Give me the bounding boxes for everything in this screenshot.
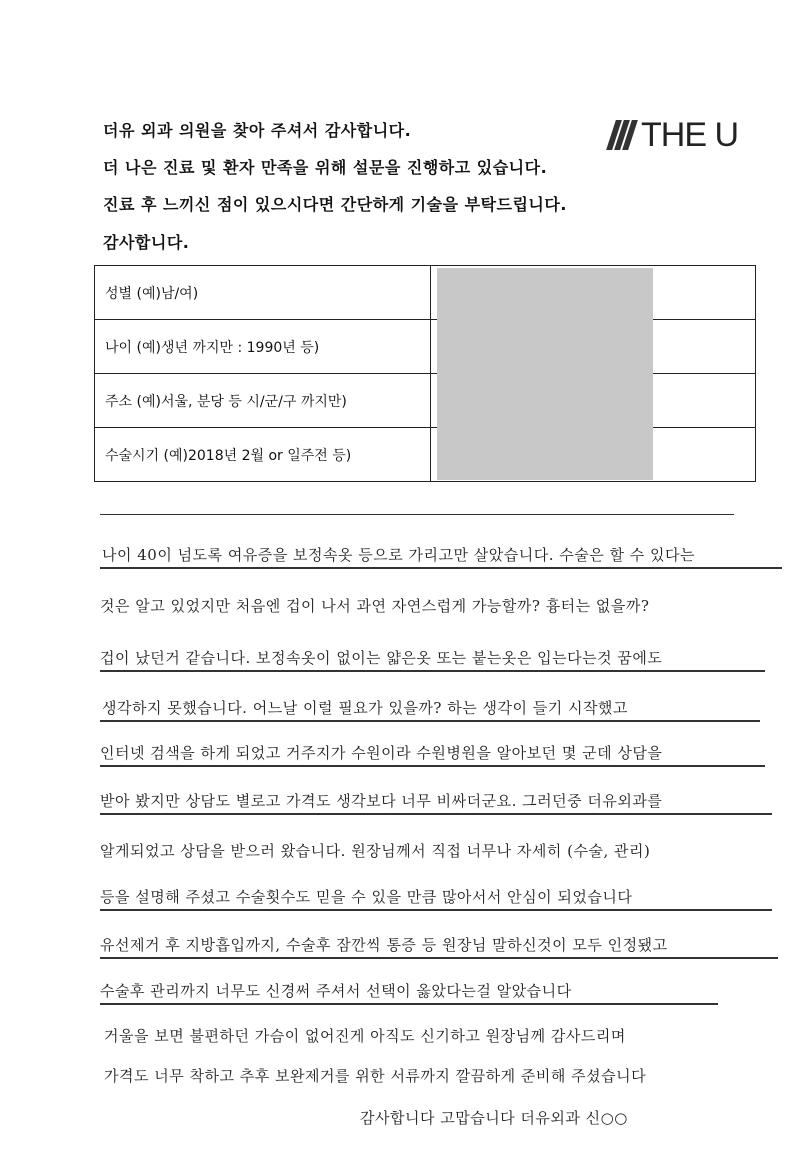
review-line-11: 거울을 보면 불편하던 가슴이 없어진게 아직도 신기하고 원장님께 감사드리며	[104, 1027, 626, 1045]
intro-line-4: 감사합니다.	[103, 233, 190, 252]
address-label: 주소 (예)서울, 분당 등 시/군/구 까지만)	[95, 374, 431, 428]
logo-mark-icon	[607, 120, 635, 150]
review-signature-line: 감사합니다 고맙습니다 더유외과 신○○	[360, 1109, 628, 1127]
review-underline-10	[100, 1003, 718, 1005]
review-line-1: 나이 40이 넘도록 여유증을 보정속옷 등으로 가리고만 살았습니다. 수술은 할 수 있다는	[102, 546, 695, 564]
intro-line-1: 더유 외과 의원을 찾아 주셔서 감사합니다.	[103, 121, 412, 140]
surgery-date-label: 수술시기 (예)2018년 2월 or 일주전 등)	[95, 428, 431, 482]
review-line-12: 가격도 너무 착하고 추후 보완제거를 위한 서류까지 깔끔하게 준비해 주셨습니다	[104, 1067, 647, 1085]
review-line-5: 인터넷 검색을 하게 되었고 거주지가 수원이라 수원병원을 알아보던 몇 군데 상담을	[100, 744, 663, 762]
gender-label: 성별 (예)남/여)	[95, 266, 431, 320]
age-label: 나이 (예)생년 까지만 : 1990년 등)	[95, 320, 431, 374]
survey-form-table	[94, 265, 756, 482]
gender-row	[95, 266, 756, 320]
intro-line-3: 진료 후 느끼신 점이 있으시다면 간단하게 기술을 부탁드립니다.	[103, 195, 567, 214]
review-line-6: 받아 봤지만 상담도 별로고 가격도 생각보다 너무 비싸더군요. 그러던중 더유외과를	[100, 792, 663, 810]
age-row	[95, 320, 756, 374]
review-underline-4	[100, 720, 760, 722]
redaction-box	[437, 268, 653, 480]
review-line-10: 수술후 관리까지 너무도 신경써 주셔서 선택이 옳았다는걸 알았습니다	[100, 982, 572, 1000]
surgery-date-row	[95, 428, 756, 482]
review-line-9: 유선제거 후 지방흡입까지, 수술후 잠깐씩 통증 등 원장님 말하신것이 모두 인정됐고	[100, 936, 668, 954]
review-underline-8	[100, 909, 772, 911]
intro-line-2: 더 나은 진료 및 환자 만족을 위해 설문을 진행하고 있습니다.	[103, 158, 548, 177]
review-line-8: 등을 설명해 주셨고 수술횟수도 믿을 수 있을 만큼 많아서서 안심이 되었습니다	[100, 888, 633, 906]
review-line-7: 알게되었고 상담을 받으러 왔습니다. 원장님께서 직접 너무나 자세히 (수술, 관리)	[100, 842, 651, 860]
review-line-4: 생각하지 못했습니다. 어느날 이럴 필요가 있을까? 하는 생각이 들기 시작했고	[102, 699, 628, 717]
address-row	[95, 374, 756, 428]
clinic-logo	[607, 116, 738, 154]
review-line-3: 겁이 났던거 같습니다. 보정속옷이 없이는 얇은옷 또는 붙는옷은 입는다는것 꿈에도	[100, 649, 663, 667]
review-underline-9	[100, 957, 778, 959]
review-underline-5	[100, 765, 765, 767]
review-underline-1	[100, 567, 782, 569]
review-line-2: 것은 알고 있었지만 처음엔 겁이 나서 과연 자연스럽게 가능할까? 흉터는 없을까?	[100, 597, 650, 615]
review-underline-3	[100, 670, 765, 672]
logo-text: THE U	[641, 115, 738, 154]
review-underline-6	[100, 813, 772, 815]
section-divider	[100, 514, 734, 515]
